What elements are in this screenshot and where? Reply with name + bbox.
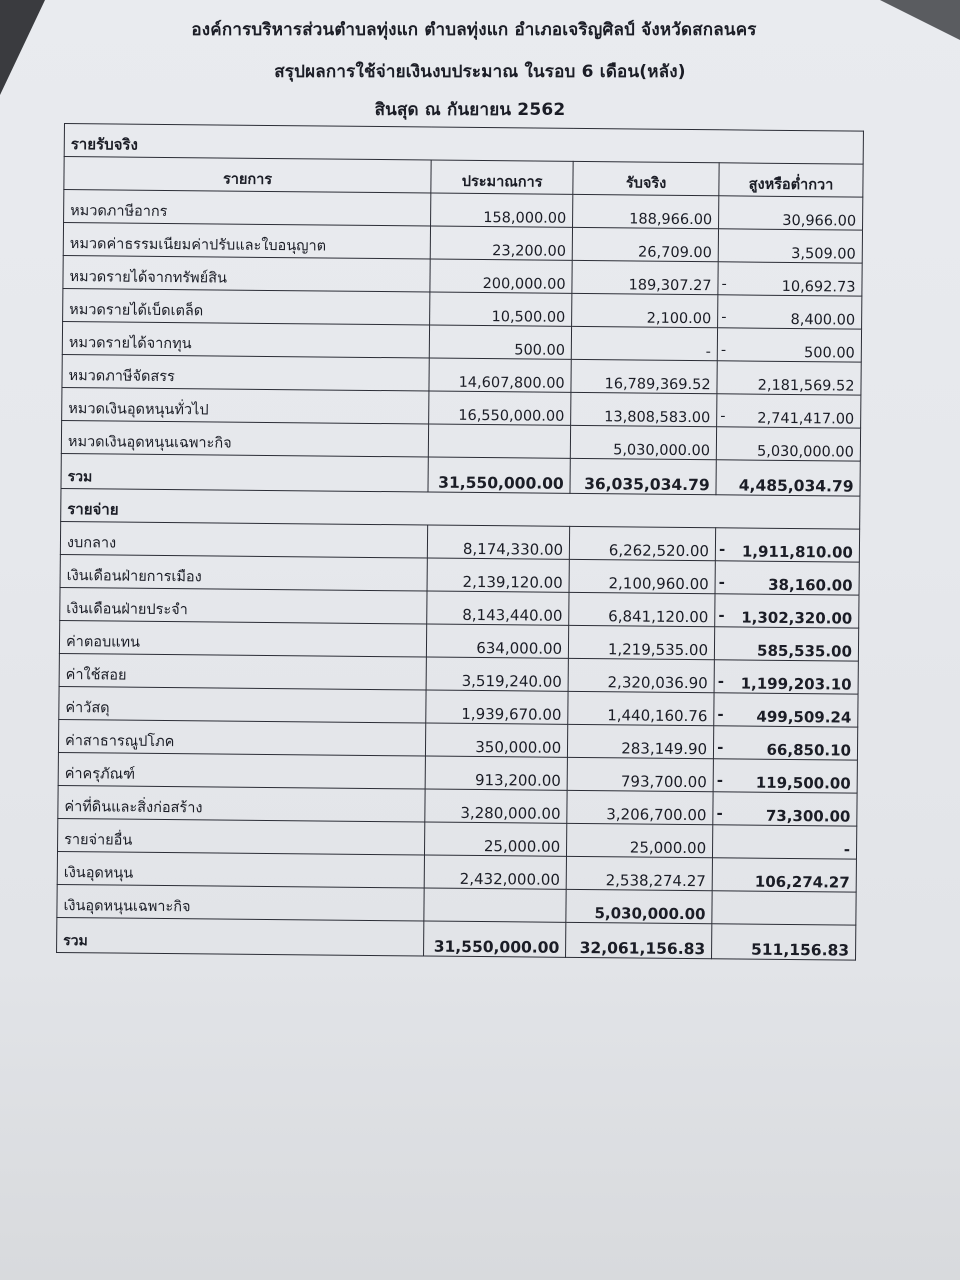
actual-value: 5,030,000.00: [570, 425, 716, 459]
difference-value: 2,181,569.52: [757, 377, 855, 395]
estimate-value: 8,174,330.00: [428, 525, 570, 559]
difference-cell: [715, 594, 859, 628]
difference-cell: [714, 660, 858, 694]
budget-table-body: [57, 124, 864, 961]
actual-value: 3,206,700.00: [567, 790, 713, 824]
difference-cell: [715, 528, 859, 562]
estimate-value: 10,500.00: [430, 292, 572, 326]
actual-value: 6,841,120.00: [569, 592, 715, 626]
negative-sign: -: [716, 804, 723, 823]
difference-cell: [717, 361, 861, 395]
item-name: ค่าสาธารณูปโภค: [58, 719, 426, 756]
actual-value: -: [571, 326, 717, 360]
item-name: หมวดรายได้จากทรัพย์สิน: [63, 255, 431, 292]
difference-cell: [715, 561, 859, 595]
item-name: งบกลาง: [60, 521, 428, 558]
difference-cell: [717, 328, 861, 362]
negative-sign: -: [720, 342, 727, 359]
item-name: หมวดภาษีอากร: [64, 190, 432, 227]
col-header-estimate: ประมาณการ: [431, 160, 573, 194]
difference-value: 499,509.24: [756, 707, 852, 727]
difference-value: 2,741,417.00: [757, 410, 855, 428]
actual-value: 2,100,960.00: [569, 559, 715, 593]
item-name: เงินเดือนฝ่ายการเมือง: [60, 554, 428, 591]
difference-value: 73,300.00: [765, 806, 851, 826]
total-label: รวม: [57, 917, 425, 956]
estimate-value: 500.00: [429, 325, 571, 359]
difference-value: 500.00: [803, 345, 855, 362]
actual-value: 6,262,520.00: [570, 526, 716, 560]
estimate-value: [429, 424, 571, 458]
item-name: ค่าตอบแทน: [59, 620, 427, 657]
report-date: สินสุด ณ กันยายน 2562: [374, 100, 566, 120]
actual-value: 16,789,369.52: [571, 359, 717, 393]
difference-cell: [717, 394, 861, 428]
difference-cell: [716, 427, 860, 461]
difference-value: 1,911,810.00: [741, 542, 853, 562]
difference-value: 5,030,000.00: [756, 443, 854, 461]
difference-value: 1,199,203.10: [740, 674, 852, 694]
actual-value: 26,709.00: [572, 227, 718, 261]
item-name: เงินอุดหนุน: [57, 851, 425, 888]
difference-value: 66,850.10: [766, 740, 852, 760]
total-actual: 36,035,034.79: [570, 458, 716, 494]
estimate-value: 350,000.00: [426, 723, 568, 757]
negative-sign: -: [721, 276, 727, 293]
col-header-difference: สูงหรือต่ำกวา: [719, 163, 863, 197]
difference-value: 8,400.00: [790, 311, 856, 329]
difference-cell: [718, 295, 862, 329]
negative-sign: -: [718, 573, 726, 592]
actual-value: 793,700.00: [567, 757, 713, 791]
item-name: ค่าใช้สอย: [59, 653, 427, 690]
estimate-value: 23,200.00: [430, 226, 572, 260]
expense-section-label: รายจ่าย: [61, 488, 860, 529]
difference-cell: [714, 693, 858, 727]
total-difference: 4,485,034.79: [716, 460, 860, 496]
negative-sign: -: [720, 408, 726, 425]
actual-value: 2,320,036.90: [568, 658, 714, 692]
estimate-value: 1,939,670.00: [426, 690, 568, 724]
item-name: ค่าครุภัณฑ์: [58, 752, 426, 789]
negative-sign: -: [716, 771, 724, 790]
estimate-value: 158,000.00: [431, 193, 573, 227]
negative-sign: -: [718, 540, 726, 559]
difference-value: 3,509.00: [791, 245, 856, 263]
actual-value: 189,307.27: [572, 260, 718, 294]
difference-cell: [712, 891, 856, 925]
negative-sign: -: [717, 738, 724, 757]
actual-value: 188,966.00: [573, 194, 719, 228]
report-title: สรุปผลการใช้จ่ายเงินงบประมาณ ในรอบ 6 เดือน(หลัง): [274, 62, 686, 82]
item-name: ค่าวัสดุ: [59, 686, 427, 723]
estimate-value: [424, 888, 566, 922]
actual-value: 2,538,274.27: [566, 856, 712, 890]
difference-cell: [713, 825, 857, 859]
difference-cell: [714, 726, 858, 760]
col-header-actual: รับจริง: [573, 161, 719, 195]
org-title: องค์การบริหารส่วนตำบลทุ่งแก ตำบลทุ่งแก อำเภอเจริญศิลป์ จังหวัดสกลนคร: [191, 20, 757, 40]
item-name: หมวดเงินอุดหนุนทั่วไป: [62, 387, 430, 424]
item-name: หมวดภาษีจัดสรร: [62, 354, 430, 391]
difference-value: 1,302,320.00: [741, 608, 853, 628]
difference-cell: [714, 627, 858, 661]
estimate-value: 16,550,000.00: [429, 391, 571, 425]
estimate-value: 200,000.00: [430, 259, 572, 293]
item-name: หมวดเงินอุดหนุนเฉพาะกิจ: [61, 420, 429, 457]
item-name: เงินอุดหนุนเฉพาะกิจ: [57, 884, 425, 921]
negative-sign: -: [717, 672, 725, 691]
estimate-value: 2,139,120.00: [427, 558, 569, 592]
difference-cell: [713, 792, 857, 826]
actual-value: 1,440,160.76: [568, 691, 714, 725]
actual-value: 13,808,583.00: [571, 392, 717, 426]
estimate-value: 634,000.00: [427, 624, 569, 658]
difference-cell: [712, 858, 856, 892]
item-name: หมวดรายได้จากทุน: [62, 321, 430, 358]
negative-sign: -: [721, 309, 727, 326]
difference-cell: [718, 262, 862, 296]
difference-value: 30,966.00: [782, 212, 857, 230]
difference-cell: [713, 759, 857, 793]
estimate-value: 913,200.00: [425, 756, 567, 790]
difference-value: 10,692.73: [781, 278, 856, 296]
difference-cell: [718, 229, 862, 263]
income-section-label: รายรับจริง: [64, 124, 863, 165]
total-difference: 511,156.83: [712, 924, 856, 960]
estimate-value: 14,607,800.00: [429, 358, 571, 392]
total-estimate: 31,550,000.00: [424, 921, 566, 957]
estimate-value: 2,432,000.00: [424, 855, 566, 889]
estimate-value: 8,143,440.00: [427, 591, 569, 625]
estimate-value: 3,519,240.00: [426, 657, 568, 691]
estimate-value: 3,280,000.00: [425, 789, 567, 823]
item-name: หมวดรายได้เบ็ดเตล็ด: [63, 288, 431, 325]
total-estimate: 31,550,000.00: [428, 457, 570, 493]
negative-sign: -: [717, 705, 724, 724]
difference-value: 106,274.27: [754, 872, 850, 892]
actual-value: 1,219,535.00: [569, 625, 715, 659]
actual-value: 25,000.00: [567, 823, 713, 857]
difference-cell: [719, 196, 863, 230]
actual-value: 2,100.00: [572, 293, 718, 327]
total-actual: 32,061,156.83: [566, 922, 712, 958]
total-label: รวม: [61, 453, 429, 492]
item-name: รายจ่ายอื่น: [58, 818, 426, 855]
item-name: เงินเดือนฝ่ายประจำ: [60, 587, 428, 624]
actual-value: 5,030,000.00: [566, 889, 712, 923]
actual-value: 283,149.90: [568, 724, 714, 758]
difference-value: -: [843, 840, 851, 859]
budget-table: [56, 123, 864, 961]
estimate-value: 25,000.00: [425, 822, 567, 856]
item-name: ค่าที่ดินและสิ่งก่อสร้าง: [58, 785, 426, 822]
difference-value: 119,500.00: [755, 773, 851, 793]
difference-value: 585,535.00: [756, 641, 853, 661]
item-name: หมวดค่าธรรมเนียมค่าปรับและใบอนุญาต: [63, 223, 431, 260]
col-header-item: รายการ: [64, 157, 432, 194]
difference-value: 38,160.00: [768, 575, 853, 595]
negative-sign: -: [718, 606, 725, 625]
